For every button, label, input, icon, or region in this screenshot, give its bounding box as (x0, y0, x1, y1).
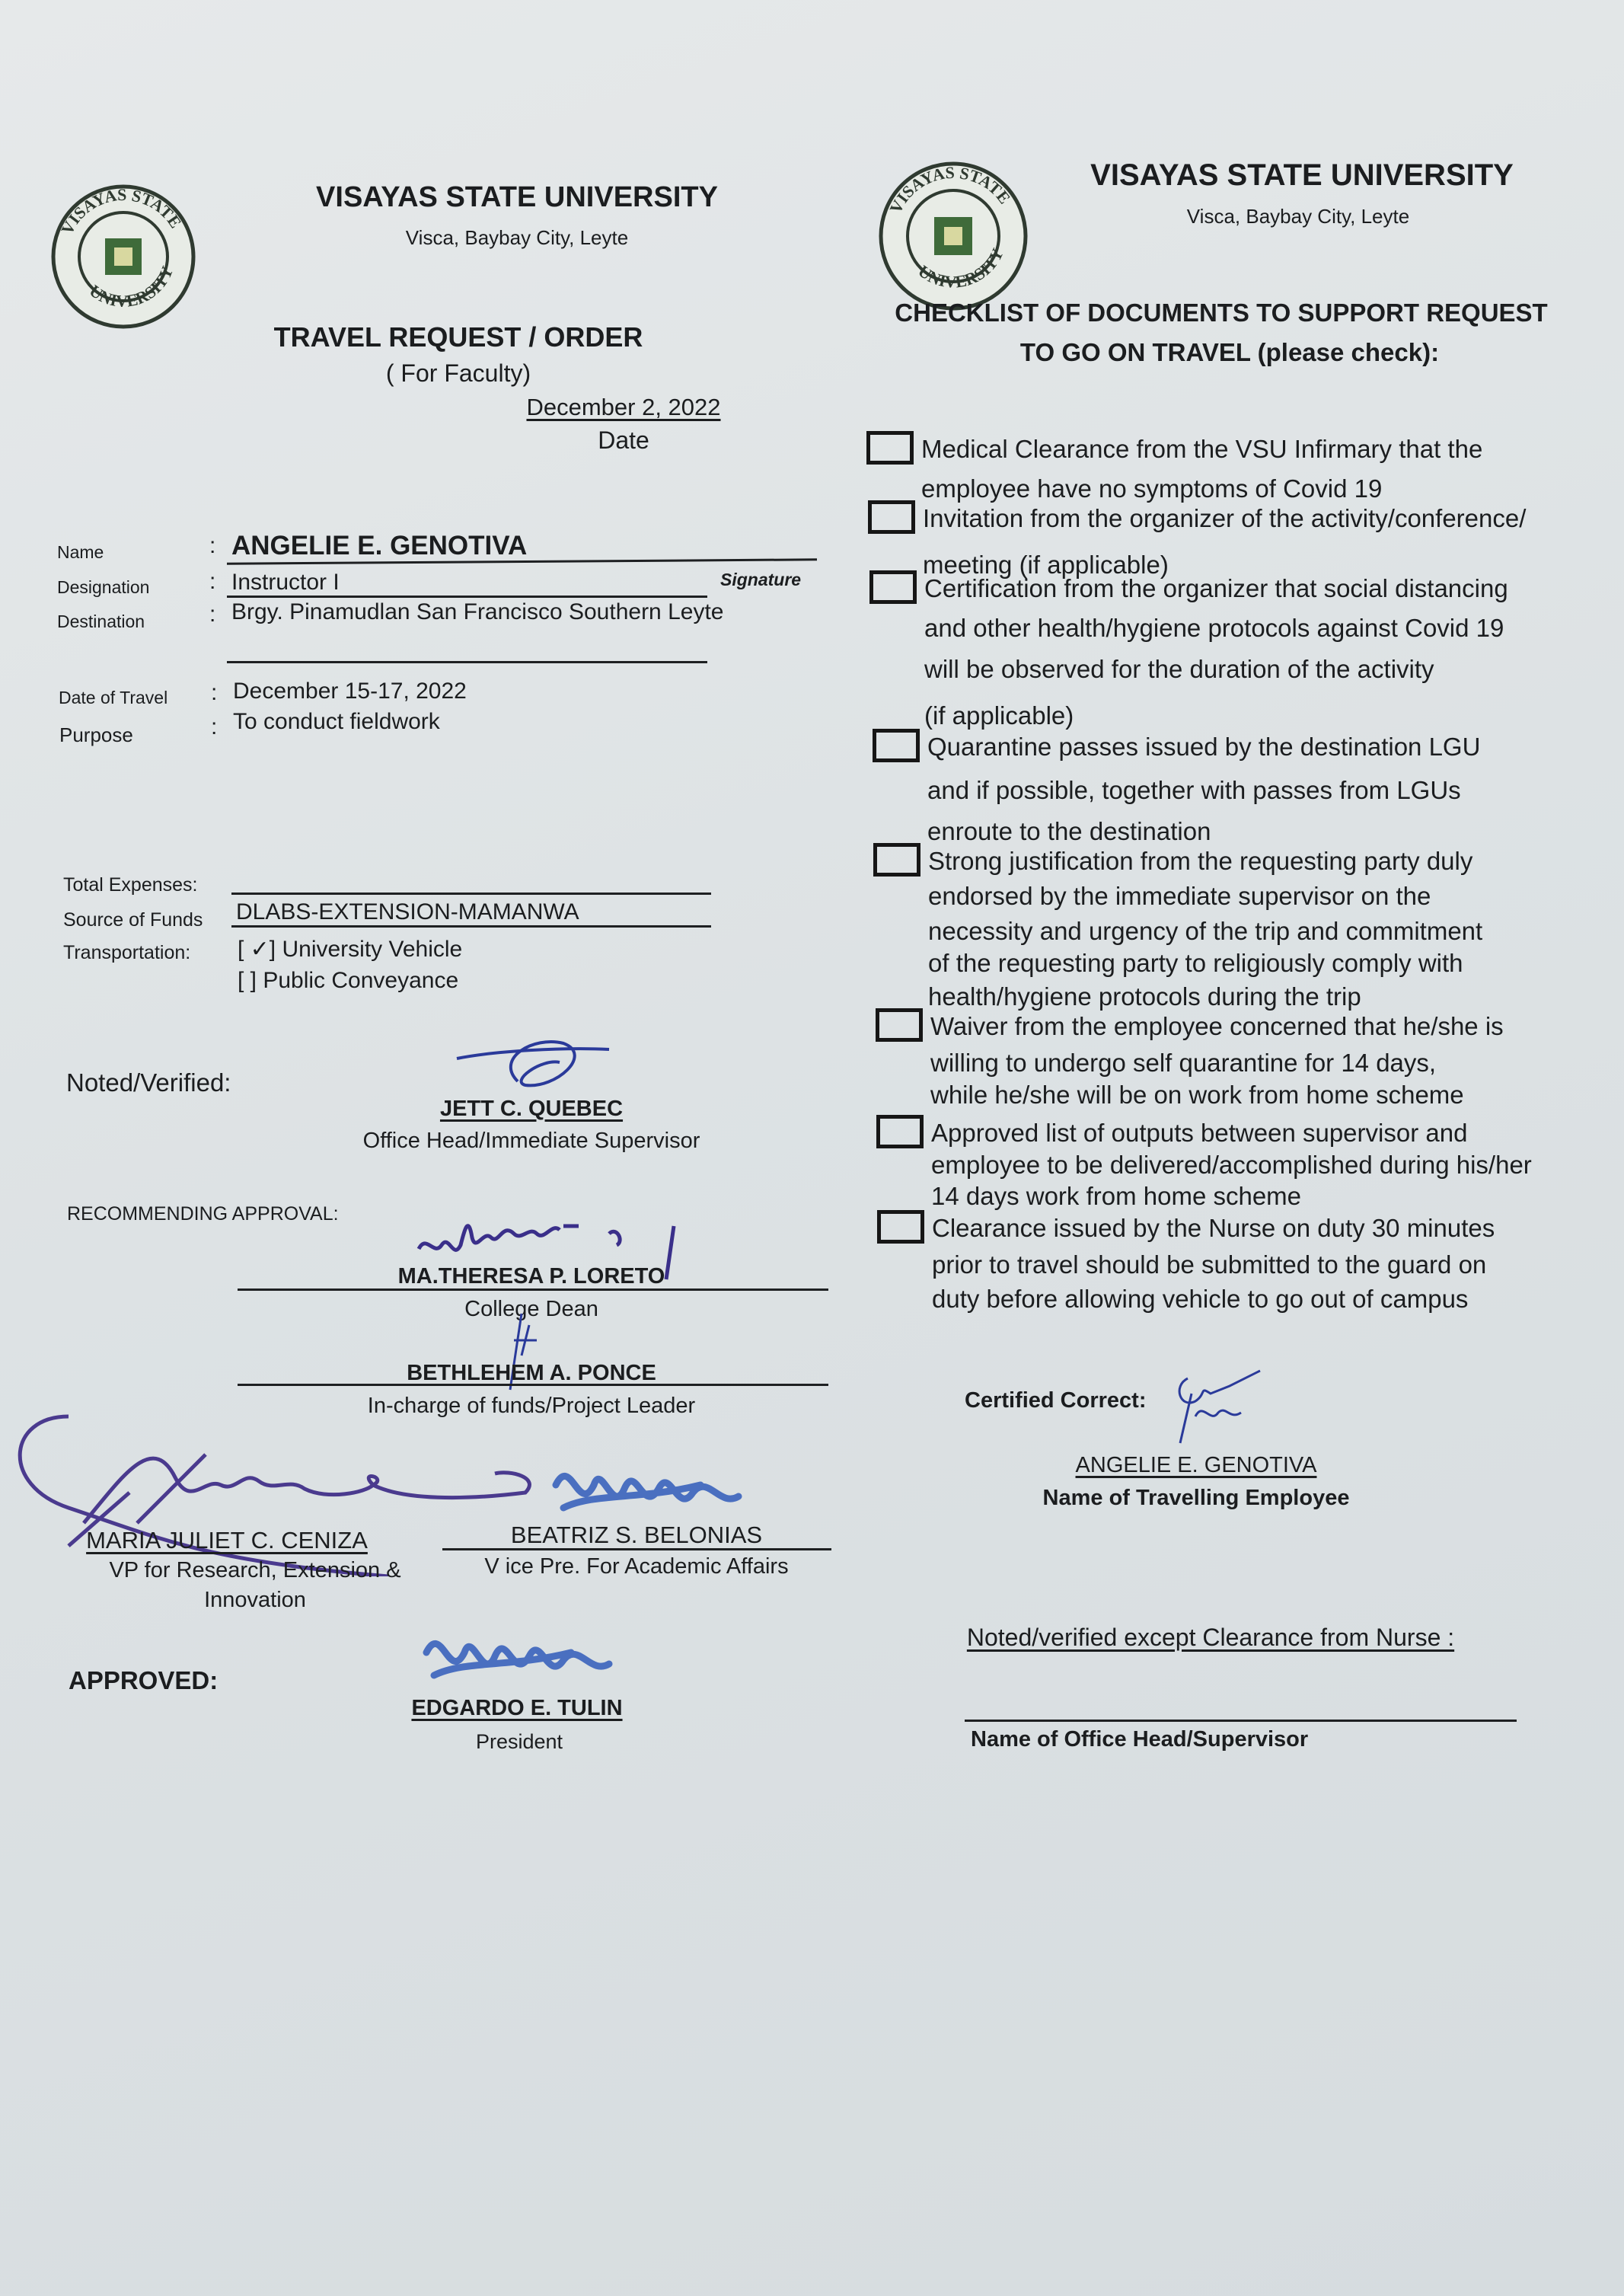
funds-title: In-charge of funds/Project Leader (367, 1394, 696, 1418)
supervisor-signature (449, 1028, 617, 1104)
checklist-checkbox[interactable] (868, 500, 915, 534)
total-expenses-underline (231, 893, 711, 895)
checklist-item-text: of the requesting party to religiously comply with (928, 949, 1463, 977)
checklist-item-text: endorsed by the immediate supervisor on the (928, 882, 1431, 910)
source-of-funds-value: DLABS-EXTENSION-MAMANWA (236, 899, 579, 924)
designation-underline (227, 596, 707, 598)
checklist-checkbox[interactable] (873, 843, 920, 877)
name-label: Name (57, 542, 104, 562)
checklist-title-line1: CHECKLIST OF DOCUMENTS TO SUPPORT REQUEST (895, 299, 1548, 327)
university-address-right: Visca, Baybay City, Leyte (1186, 205, 1410, 228)
destination-underline (227, 661, 707, 663)
colon: : (209, 569, 216, 594)
funds-name: BETHLEHEM A. PONCE (407, 1361, 656, 1385)
checklist-item-text: prior to travel should be submitted to the guard on (932, 1250, 1487, 1279)
checklist-item-text: willing to undergo self quarantine for 14 days, (930, 1049, 1437, 1077)
form-title: TRAVEL REQUEST / ORDER (273, 321, 643, 353)
employee-caption: Name of Travelling Employee (1042, 1486, 1350, 1510)
checklist-item-text: duty before allowing vehicle to go out of campus (932, 1285, 1469, 1313)
purpose-label: Purpose (59, 723, 133, 746)
checklist-item-text: Medical Clearance from the VSU Infirmary that the (921, 435, 1483, 463)
designation-value: Instructor I (231, 570, 340, 595)
total-expenses-label: Total Expenses: (63, 874, 198, 896)
university-name: VISAYAS STATE UNIVERSITY (316, 181, 718, 213)
checklist-checkbox[interactable] (876, 1008, 923, 1042)
signature-label: Signature (720, 570, 802, 589)
checklist-item-text: Quarantine passes issued by the destination LGU (927, 733, 1481, 761)
employee-name: ANGELIE E. GENOTIVA (1075, 1453, 1317, 1477)
checklist-item-text: while he/she will be on work from home scheme (930, 1081, 1464, 1109)
university-address: Visca, Baybay City, Leyte (405, 226, 629, 249)
vp-research-name: MARIA JULIET C. CENIZA (86, 1527, 368, 1554)
vp-academic-name: BEATRIZ S. BELONIAS (510, 1522, 763, 1548)
checklist-checkbox[interactable] (873, 729, 920, 762)
university-seal-logo (50, 184, 196, 330)
checklist-item-text: will be observed for the duration of the activity (924, 655, 1434, 683)
employee-signature (1165, 1363, 1271, 1447)
university-name-right: VISAYAS STATE UNIVERSITY (1090, 158, 1514, 192)
checklist-checkbox[interactable] (876, 1115, 924, 1148)
svg-text:VISAYAS STATE: VISAYAS STATE (57, 184, 186, 238)
checklist-item-text: (if applicable) (924, 701, 1074, 730)
checklist-item-text: Strong justification from the requesting party duly (928, 847, 1473, 875)
date-label: Date (598, 426, 649, 454)
checklist-item-text: Clearance issued by the Nurse on duty 30 minutes (932, 1214, 1495, 1242)
checklist-item-text: enroute to the destination (927, 817, 1211, 845)
checklist-item-text: meeting (if applicable) (923, 551, 1169, 579)
colon: : (211, 714, 218, 739)
purpose-value: To conduct fieldwork (233, 709, 440, 734)
vp-academic-title: V ice Pre. For Academic Affairs (484, 1554, 789, 1579)
checklist-item-text: health/hygiene protocols during the trip (928, 982, 1361, 1011)
designation-label: Designation (57, 577, 150, 597)
dean-name: MA.THERESA P. LORETO (397, 1264, 665, 1289)
svg-text:UNIVERSITY: UNIVERSITY (914, 245, 1007, 292)
colon: : (211, 680, 218, 705)
checklist-item-text: Invitation from the organizer of the activity/conference/ (923, 504, 1527, 532)
request-date: December 2, 2022 (526, 394, 721, 420)
vp-research-title-line2: Innovation (204, 1588, 306, 1612)
dean-title: College Dean (464, 1297, 598, 1321)
checklist-checkbox[interactable] (869, 570, 917, 604)
date-of-travel-label: Date of Travel (59, 688, 168, 707)
university-seal-logo-right (877, 160, 1029, 312)
checklist-checkbox[interactable] (866, 431, 914, 465)
supervisor-name: JETT C. QUEBEC (439, 1097, 624, 1121)
checklist-item-text: Waiver from the employee concerned that he/she is (930, 1012, 1504, 1040)
vp-research-title-line1: VP for Research, Extension & (109, 1558, 401, 1582)
checklist-item-text: 14 days work from home scheme (931, 1182, 1302, 1210)
source-of-funds-label: Source of Funds (63, 909, 203, 931)
president-name: EDGARDO E. TULIN (411, 1696, 623, 1720)
date-of-travel-value: December 15-17, 2022 (233, 679, 467, 704)
checklist-checkbox[interactable] (877, 1210, 924, 1244)
destination-value: Brgy. Pinamudlan San Francisco Southern Leyte (231, 599, 724, 624)
checklist-item-text: necessity and urgency of the trip and commitment (928, 917, 1483, 945)
certified-correct-label: Certified Correct: (965, 1388, 1147, 1413)
checklist-item-text: employee have no symptoms of Covid 19 (921, 474, 1383, 503)
president-title: President (475, 1730, 563, 1753)
checklist-item-text: Approved list of outputs between supervisor and (931, 1119, 1468, 1147)
president-signature (419, 1614, 617, 1698)
svg-text:VISAYAS STATE: VISAYAS STATE (885, 162, 1015, 217)
colon: : (209, 533, 216, 558)
noted-except-nurse-label: Noted/verified except Clearance from Nurse : (966, 1624, 1455, 1651)
checklist-item-text: and other health/hygiene protocols against Covid 19 (924, 614, 1504, 642)
recommending-approval-label: RECOMMENDING APPROVAL: (67, 1203, 339, 1225)
checklist-item-text: employee to be delivered/accomplished during his/her (931, 1151, 1532, 1179)
checklist-item-text: Certification from the organizer that social distancing (924, 574, 1508, 602)
approved-label: APPROVED: (69, 1666, 219, 1694)
destination-label: Destination (57, 612, 145, 631)
source-of-funds-underline (231, 925, 711, 928)
transport-public-conveyance: [ ] Public Conveyance (238, 968, 459, 993)
supervisor-title: Office Head/Immediate Supervisor (362, 1129, 700, 1153)
name-value: ANGELIE E. GENOTIVA (231, 531, 528, 560)
checklist-item-text: and if possible, together with passes from LGUs (927, 776, 1461, 804)
noted-verified-label: Noted/Verified: (66, 1068, 231, 1097)
form-subtitle: ( For Faculty) (385, 359, 531, 387)
transportation-label: Transportation: (63, 942, 191, 963)
vp-academic-signature (548, 1447, 746, 1531)
transport-university-vehicle: [ ✓] University Vehicle (238, 937, 463, 962)
office-head-caption: Name of Office Head/Supervisor (971, 1727, 1309, 1752)
office-head-signature-line (965, 1720, 1517, 1722)
svg-text:UNIVERSITY: UNIVERSITY (85, 263, 177, 311)
colon: : (209, 602, 216, 627)
checklist-title-line2: TO GO ON TRAVEL (please check): (1019, 338, 1440, 366)
